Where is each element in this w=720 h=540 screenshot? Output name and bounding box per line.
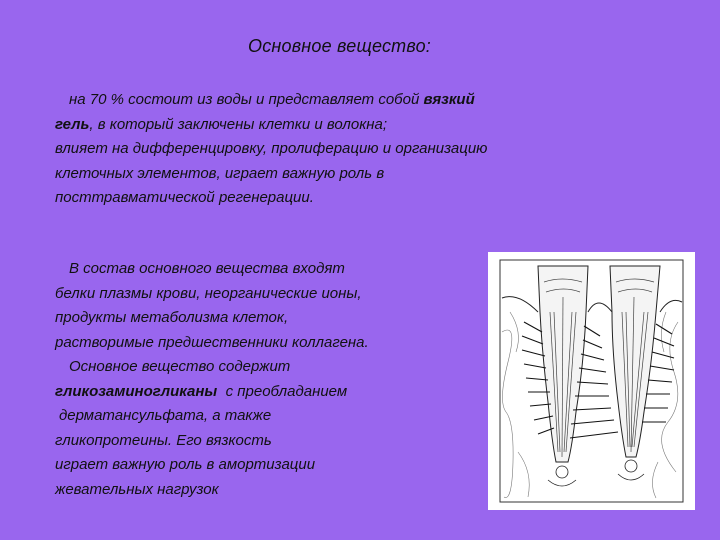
text-line: В состав основного вещества входят xyxy=(69,260,345,277)
paragraph-water-gel xyxy=(55,88,487,211)
text-line: Основное вещество содержит xyxy=(69,358,291,375)
text-line: продукты метаболизма клеток, xyxy=(55,309,289,326)
text-line: дерматансульфата, а также xyxy=(59,407,272,424)
bold-term-glycosaminoglycans: гликозаминогликаны xyxy=(55,382,218,400)
text-segment: , в который заключены клетки и волокна; xyxy=(89,115,388,133)
text-line: играет важную роль в амортизации xyxy=(55,456,316,473)
text-line: посттравматической регенерации. xyxy=(55,189,314,206)
tooth-illustration xyxy=(488,252,695,510)
text-line: влияет на дифференцировку, пролиферацию и организацию xyxy=(55,140,488,157)
text-line: растворимые предшественники коллагена. xyxy=(55,333,369,351)
tooth-periodontium-icon xyxy=(488,252,695,510)
text-line: клеточных элементов, играет важную роль в xyxy=(55,164,385,182)
text-line xyxy=(55,88,487,113)
bold-term-gel: гель xyxy=(55,115,90,133)
slide-title: Основное вещество: xyxy=(248,36,431,56)
text-segment: с преобладанием xyxy=(217,382,348,400)
text-line xyxy=(55,113,487,138)
text-segment: на 70 % состоит из воды и представляет собой xyxy=(69,91,424,108)
text-line: гликопротеины. Его вязкость xyxy=(55,431,272,449)
text-line: белки плазмы крови, неорганические ионы, xyxy=(55,284,362,302)
paragraph-composition xyxy=(55,257,369,502)
text-line: жевательных нагрузок xyxy=(55,480,219,498)
text-line xyxy=(55,380,369,405)
bold-term-viscous: вязкий xyxy=(423,91,475,108)
